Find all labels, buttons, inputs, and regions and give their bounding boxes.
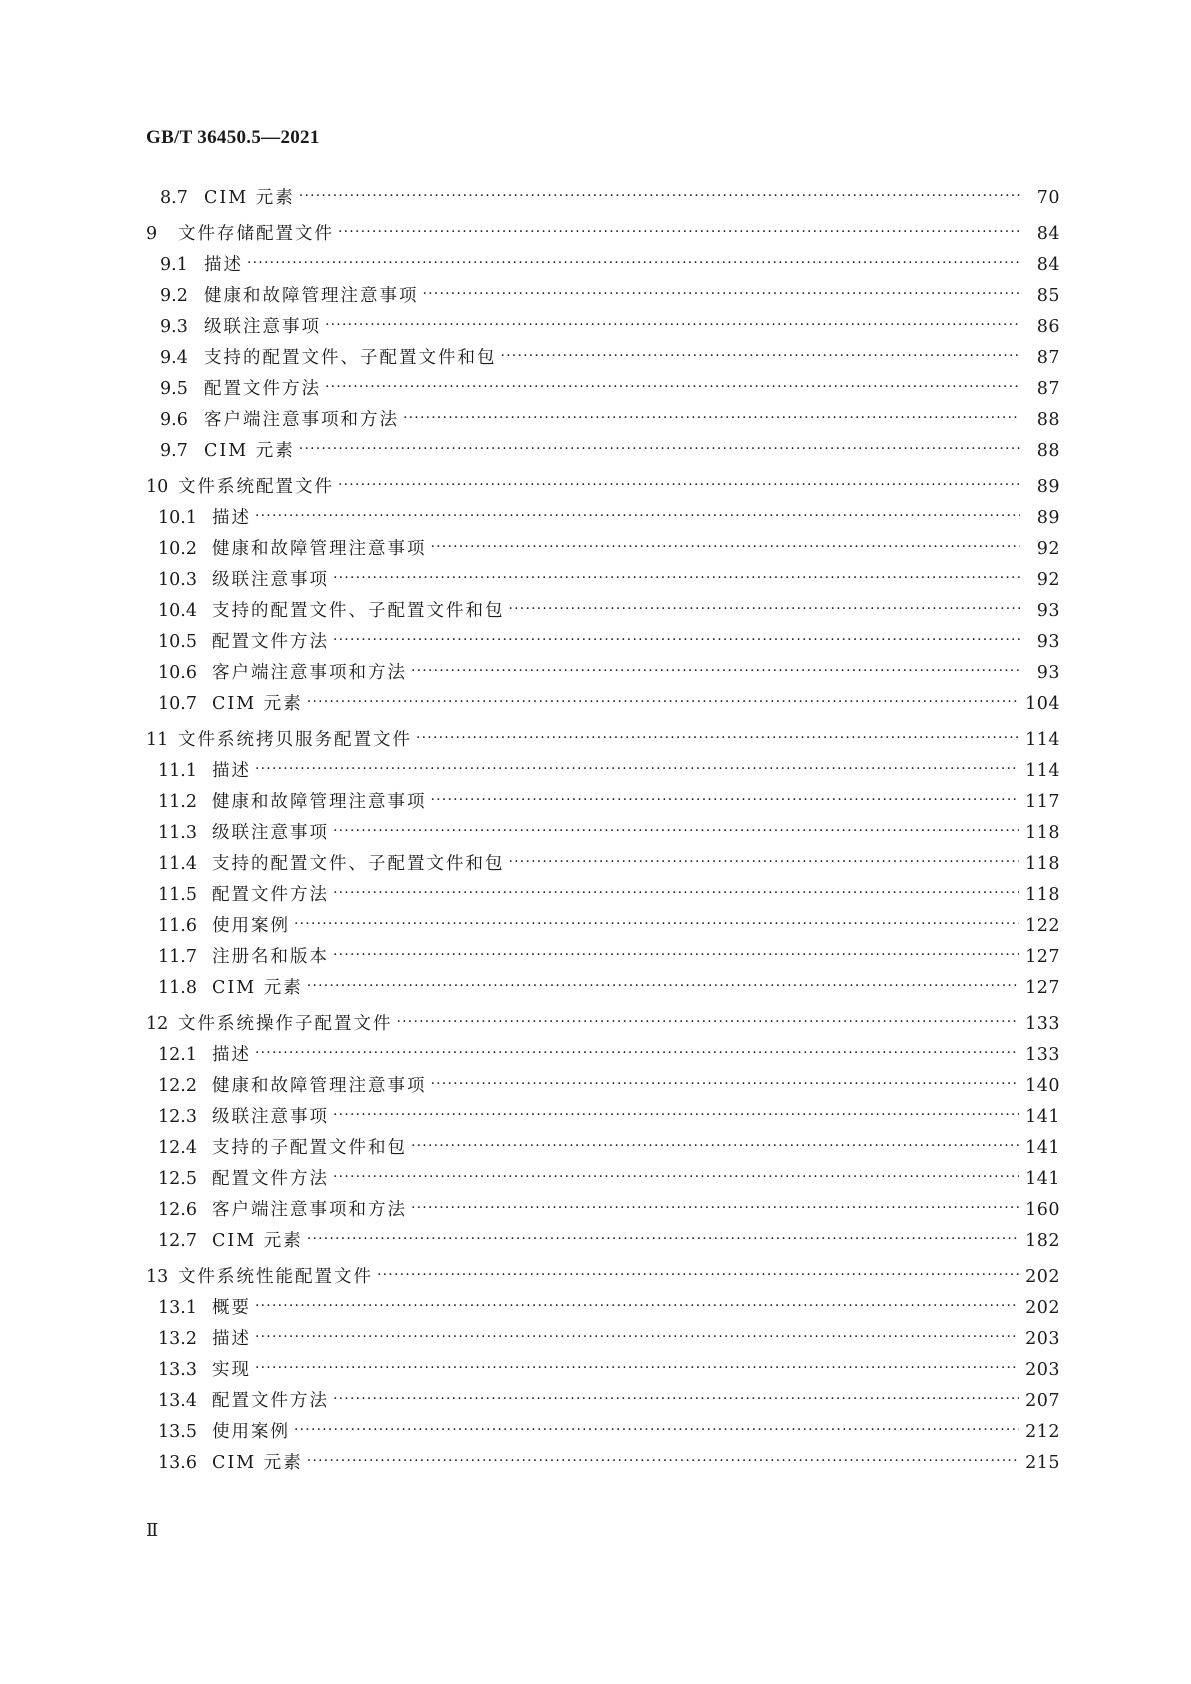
- toc-section-entry[interactable]: [146, 1318, 1060, 1349]
- toc-dot-leader: [255, 506, 1020, 526]
- toc-dot-leader: [255, 1043, 1019, 1063]
- toc-entry-title: 健康和故障管理注意事项: [204, 286, 419, 306]
- toc-dot-leader: [325, 315, 1020, 335]
- toc-dot-leader: [247, 253, 1020, 273]
- toc-entry-number: 12.2: [158, 1076, 197, 1096]
- toc-entry-number: 11.3: [158, 823, 197, 843]
- toc-entry-title: 描述: [204, 255, 243, 275]
- toc-entry-title: 文件系统拷贝服务配置文件: [178, 730, 412, 750]
- toc-entry-page: 202: [1025, 1267, 1060, 1287]
- toc-entry-number: 10.5: [158, 632, 197, 652]
- toc-section-entry[interactable]: [146, 1034, 1060, 1065]
- toc-entry-page: 92: [1036, 570, 1060, 590]
- toc-dot-leader: [431, 537, 1021, 557]
- toc-dot-leader: [411, 1136, 1019, 1156]
- toc-section-entry[interactable]: [146, 306, 1060, 337]
- toc-entry-page: 84: [1036, 255, 1060, 275]
- toc-entry-title: 支持的配置文件、子配置文件和包: [204, 348, 497, 368]
- toc-section-entry[interactable]: [146, 590, 1060, 621]
- toc-entry-number: 10.3: [158, 570, 197, 590]
- toc-entry-title: 客户端注意事项和方法: [212, 1200, 407, 1220]
- toc-entry-page: 118: [1025, 885, 1060, 905]
- toc-entry-title: CIM 元素: [204, 188, 295, 208]
- toc-dot-leader: [338, 222, 1020, 242]
- toc-section-entry[interactable]: [146, 1065, 1060, 1096]
- toc-dot-leader: [416, 728, 1019, 748]
- toc-entry-number: 11: [146, 730, 169, 750]
- toc-section-entry[interactable]: [146, 1349, 1060, 1380]
- toc-dot-leader: [377, 1265, 1019, 1285]
- toc-entry-number: 9: [146, 224, 158, 244]
- toc-entry-number: 11.6: [158, 916, 197, 936]
- toc-section-entry[interactable]: [146, 812, 1060, 843]
- toc-entry-title: 级联注意事项: [204, 317, 321, 337]
- toc-entry-page: 212: [1025, 1422, 1060, 1442]
- toc-entry-title: 支持的配置文件、子配置文件和包: [212, 601, 505, 621]
- toc-entry-title: 描述: [212, 1329, 251, 1349]
- toc-entry-number: 9.6: [160, 410, 188, 430]
- toc-dot-leader: [333, 568, 1020, 588]
- toc-entry-title: 支持的配置文件、子配置文件和包: [212, 854, 505, 874]
- toc-entry-page: 104: [1025, 694, 1060, 714]
- toc-entry-number: 10.4: [158, 601, 197, 621]
- toc-entry-number: 12.3: [158, 1107, 197, 1127]
- toc-chapter-entry[interactable]: [146, 1251, 1060, 1287]
- toc-section-entry[interactable]: [146, 1380, 1060, 1411]
- toc-entry-number: 13.1: [158, 1298, 197, 1318]
- toc-entry-title: CIM 元素: [204, 441, 295, 461]
- toc-entry-title: 文件存储配置文件: [178, 224, 334, 244]
- toc-entry-title: 概要: [212, 1298, 251, 1318]
- toc-section-entry[interactable]: [146, 497, 1060, 528]
- toc-entry-page: 70: [1036, 188, 1060, 208]
- toc-entry-number: 10.6: [158, 663, 197, 683]
- toc-entry-page: 117: [1025, 792, 1060, 812]
- toc-entry-page: 87: [1036, 379, 1060, 399]
- toc-entry-number: 13.5: [158, 1422, 197, 1442]
- toc-entry-page: 87: [1036, 348, 1060, 368]
- toc-section-entry[interactable]: [146, 275, 1060, 306]
- toc-dot-leader: [411, 1198, 1019, 1218]
- toc-chapter-entry[interactable]: [146, 714, 1060, 750]
- toc-section-entry[interactable]: [146, 967, 1060, 998]
- toc-dot-leader: [294, 1420, 1019, 1440]
- toc-entry-page: 92: [1036, 539, 1060, 559]
- toc-dot-leader: [431, 1074, 1020, 1094]
- toc-entry-page: 114: [1025, 761, 1060, 781]
- toc-section-entry[interactable]: [146, 621, 1060, 652]
- toc-dot-leader: [333, 945, 1019, 965]
- toc-entry-number: 9.1: [160, 255, 188, 275]
- toc-entry-title: 实现: [212, 1360, 251, 1380]
- toc-entry-title: CIM 元素: [212, 694, 303, 714]
- toc-entry-number: 12: [146, 1014, 169, 1034]
- toc-entry-number: 9.4: [160, 348, 188, 368]
- toc-entry-title: 文件系统配置文件: [178, 477, 334, 497]
- toc-dot-leader: [255, 759, 1019, 779]
- toc-dot-leader: [294, 914, 1019, 934]
- toc-dot-leader: [325, 377, 1020, 397]
- toc-entry-number: 9.7: [160, 441, 188, 461]
- toc-section-entry[interactable]: [146, 843, 1060, 874]
- toc-dot-leader: [255, 1327, 1019, 1347]
- toc-entry-page: 85: [1036, 286, 1060, 306]
- toc-entry-page: 160: [1025, 1200, 1060, 1220]
- toc-section-entry[interactable]: [146, 177, 1060, 208]
- page-number: Ⅱ: [146, 1520, 159, 1540]
- table-of-contents: [146, 177, 1060, 1473]
- toc-entry-page: 141: [1025, 1138, 1060, 1158]
- toc-entry-page: 182: [1025, 1231, 1060, 1251]
- toc-entry-number: 9.2: [160, 286, 188, 306]
- toc-entry-title: 文件系统操作子配置文件: [178, 1014, 393, 1034]
- toc-dot-leader: [333, 821, 1019, 841]
- toc-dot-leader: [307, 1229, 1019, 1249]
- toc-entry-page: 88: [1036, 410, 1060, 430]
- toc-section-entry[interactable]: [146, 399, 1060, 430]
- toc-entry-page: 141: [1025, 1107, 1060, 1127]
- toc-dot-leader: [403, 408, 1020, 428]
- toc-entry-title: 描述: [212, 761, 251, 781]
- toc-entry-number: 13.6: [158, 1453, 197, 1473]
- toc-dot-leader: [333, 883, 1019, 903]
- toc-entry-number: 10.2: [158, 539, 197, 559]
- toc-dot-leader: [307, 976, 1019, 996]
- toc-dot-leader: [299, 439, 1020, 459]
- toc-dot-leader: [307, 1451, 1019, 1471]
- toc-entry-number: 12.4: [158, 1138, 197, 1158]
- toc-dot-leader: [501, 346, 1021, 366]
- toc-entry-title: 级联注意事项: [212, 823, 329, 843]
- toc-entry-page: 114: [1025, 730, 1060, 750]
- toc-section-entry[interactable]: [146, 1442, 1060, 1473]
- toc-entry-number: 9.5: [160, 379, 188, 399]
- toc-entry-page: 140: [1025, 1076, 1060, 1096]
- toc-entry-number: 13: [146, 1267, 169, 1287]
- toc-dot-leader: [431, 790, 1020, 810]
- toc-entry-title: 客户端注意事项和方法: [212, 663, 407, 683]
- toc-entry-number: 11.4: [158, 854, 197, 874]
- toc-entry-title: 注册名和版本: [212, 947, 329, 967]
- toc-entry-page: 86: [1036, 317, 1060, 337]
- toc-dot-leader: [411, 661, 1020, 681]
- toc-section-entry[interactable]: [146, 368, 1060, 399]
- toc-entry-title: 使用案例: [212, 1422, 290, 1442]
- toc-entry-title: 描述: [212, 508, 251, 528]
- toc-entry-page: 88: [1036, 441, 1060, 461]
- toc-section-entry[interactable]: [146, 905, 1060, 936]
- toc-entry-page: 141: [1025, 1169, 1060, 1189]
- toc-entry-number: 11.7: [158, 947, 197, 967]
- toc-entry-number: 12.6: [158, 1200, 197, 1220]
- toc-section-entry[interactable]: [146, 1287, 1060, 1318]
- toc-entry-number: 13.4: [158, 1391, 197, 1411]
- toc-entry-number: 13.3: [158, 1360, 197, 1380]
- toc-dot-leader: [333, 1167, 1019, 1187]
- toc-entry-number: 13.2: [158, 1329, 197, 1349]
- toc-section-entry[interactable]: [146, 244, 1060, 275]
- toc-section-entry[interactable]: [146, 559, 1060, 590]
- toc-entry-title: 配置文件方法: [204, 379, 321, 399]
- toc-entry-page: 202: [1025, 1298, 1060, 1318]
- toc-entry-title: 配置文件方法: [212, 1169, 329, 1189]
- toc-dot-leader: [255, 1296, 1019, 1316]
- toc-entry-page: 89: [1036, 477, 1060, 497]
- toc-entry-page: 118: [1025, 823, 1060, 843]
- toc-entry-title: CIM 元素: [212, 978, 303, 998]
- toc-dot-leader: [299, 186, 1020, 206]
- toc-entry-page: 93: [1036, 632, 1060, 652]
- toc-dot-leader: [333, 1389, 1019, 1409]
- toc-entry-page: 89: [1036, 508, 1060, 528]
- toc-section-entry[interactable]: [146, 874, 1060, 905]
- toc-dot-leader: [423, 284, 1021, 304]
- document-header: GB/T 36450.5—2021: [146, 127, 320, 148]
- toc-entry-number: 11.5: [158, 885, 197, 905]
- toc-entry-title: 使用案例: [212, 916, 290, 936]
- toc-dot-leader: [509, 852, 1020, 872]
- toc-entry-number: 11.1: [158, 761, 197, 781]
- toc-entry-title: CIM 元素: [212, 1231, 303, 1251]
- toc-entry-title: 配置文件方法: [212, 632, 329, 652]
- toc-dot-leader: [307, 692, 1019, 712]
- toc-section-entry[interactable]: [146, 337, 1060, 368]
- toc-entry-page: 133: [1025, 1045, 1060, 1065]
- toc-entry-number: 8.7: [160, 188, 188, 208]
- toc-entry-page: 203: [1025, 1360, 1060, 1380]
- toc-dot-leader: [397, 1012, 1020, 1032]
- toc-entry-number: 10.1: [158, 508, 197, 528]
- toc-section-entry[interactable]: [146, 430, 1060, 461]
- toc-entry-page: 84: [1036, 224, 1060, 244]
- toc-section-entry[interactable]: [146, 1411, 1060, 1442]
- toc-entry-number: 10: [146, 477, 169, 497]
- toc-entry-page: 207: [1025, 1391, 1060, 1411]
- toc-chapter-entry[interactable]: [146, 998, 1060, 1034]
- toc-entry-page: 133: [1025, 1014, 1060, 1034]
- toc-entry-page: 122: [1025, 916, 1060, 936]
- toc-entry-page: 215: [1025, 1453, 1060, 1473]
- toc-section-entry[interactable]: [146, 528, 1060, 559]
- toc-section-entry[interactable]: [146, 750, 1060, 781]
- toc-entry-number: 9.3: [160, 317, 188, 337]
- toc-entry-title: 支持的子配置文件和包: [212, 1138, 407, 1158]
- toc-entry-title: 配置文件方法: [212, 885, 329, 905]
- toc-entry-title: CIM 元素: [212, 1453, 303, 1473]
- toc-entry-page: 127: [1025, 947, 1060, 967]
- toc-entry-page: 203: [1025, 1329, 1060, 1349]
- toc-entry-page: 127: [1025, 978, 1060, 998]
- toc-entry-number: 11.2: [158, 792, 197, 812]
- toc-dot-leader: [333, 630, 1020, 650]
- toc-chapter-entry[interactable]: [146, 461, 1060, 497]
- toc-section-entry[interactable]: [146, 936, 1060, 967]
- toc-section-entry[interactable]: [146, 781, 1060, 812]
- toc-entry-title: 客户端注意事项和方法: [204, 410, 399, 430]
- toc-dot-leader: [509, 599, 1021, 619]
- toc-entry-number: 12.7: [158, 1231, 197, 1251]
- toc-section-entry[interactable]: [146, 1158, 1060, 1189]
- toc-entry-number: 12.1: [158, 1045, 197, 1065]
- toc-section-entry[interactable]: [146, 1096, 1060, 1127]
- toc-section-entry[interactable]: [146, 1127, 1060, 1158]
- toc-entry-title: 健康和故障管理注意事项: [212, 792, 427, 812]
- toc-entry-page: 93: [1036, 663, 1060, 683]
- toc-entry-title: 级联注意事项: [212, 570, 329, 590]
- toc-entry-page: 118: [1025, 854, 1060, 874]
- toc-chapter-entry[interactable]: [146, 208, 1060, 244]
- toc-section-entry[interactable]: [146, 1220, 1060, 1251]
- toc-entry-title: 文件系统性能配置文件: [178, 1267, 373, 1287]
- toc-dot-leader: [255, 1358, 1019, 1378]
- toc-entry-title: 级联注意事项: [212, 1107, 329, 1127]
- toc-entry-title: 描述: [212, 1045, 251, 1065]
- toc-entry-title: 健康和故障管理注意事项: [212, 1076, 427, 1096]
- toc-entry-title: 健康和故障管理注意事项: [212, 539, 427, 559]
- toc-dot-leader: [333, 1105, 1019, 1125]
- toc-entry-number: 12.5: [158, 1169, 197, 1189]
- toc-section-entry[interactable]: [146, 1189, 1060, 1220]
- toc-entry-number: 10.7: [158, 694, 197, 714]
- toc-dot-leader: [338, 475, 1020, 495]
- toc-entry-number: 11.8: [158, 978, 197, 998]
- toc-entry-page: 93: [1036, 601, 1060, 621]
- toc-section-entry[interactable]: [146, 683, 1060, 714]
- toc-entry-title: 配置文件方法: [212, 1391, 329, 1411]
- toc-section-entry[interactable]: [146, 652, 1060, 683]
